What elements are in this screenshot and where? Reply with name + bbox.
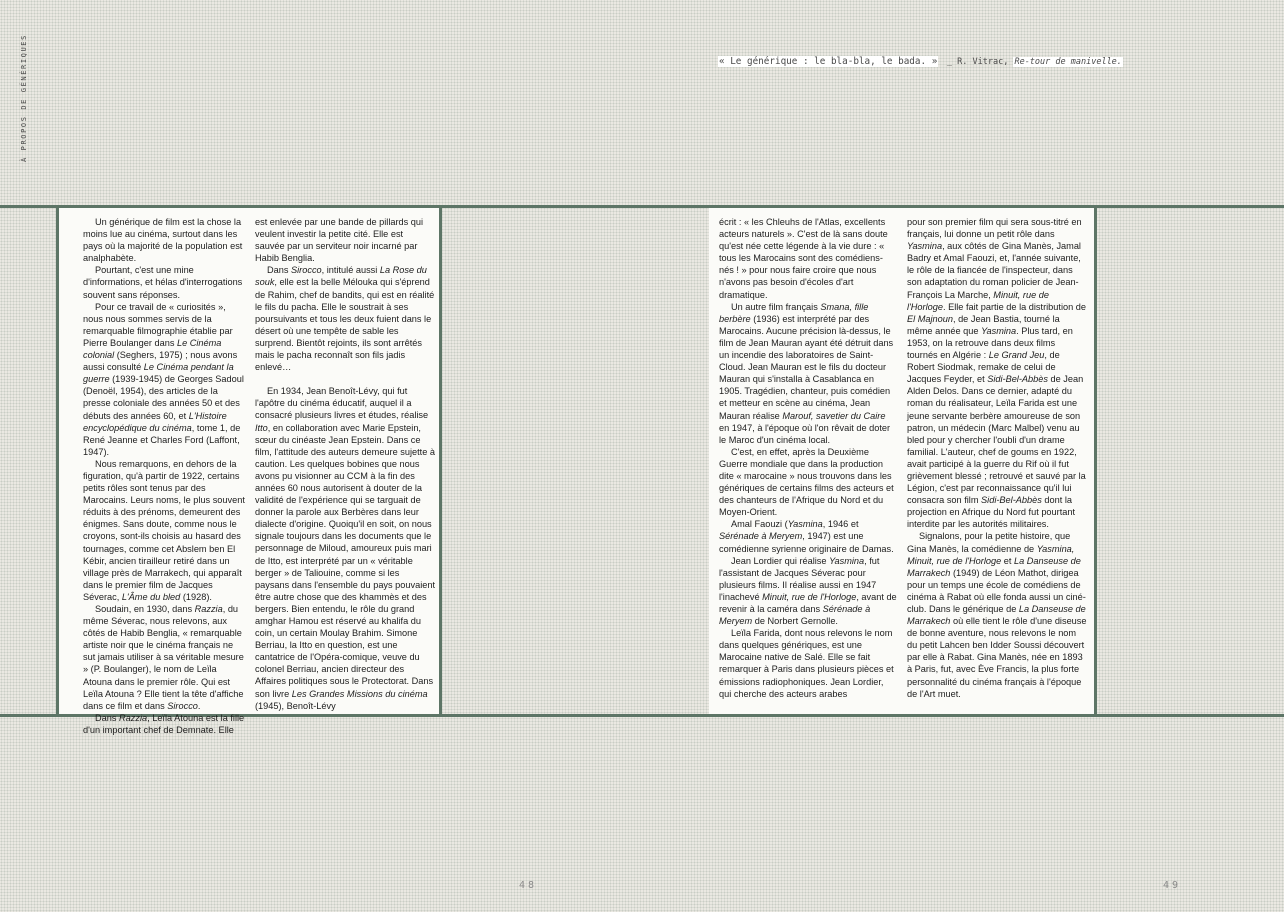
paragraph <box>907 530 1087 699</box>
right-page-column-1 <box>719 216 897 700</box>
epigraph <box>718 56 1122 67</box>
italic-title: Yasmina <box>907 241 943 252</box>
text-run: et <box>1001 555 1014 566</box>
paragraph <box>719 555 897 628</box>
paragraph <box>83 603 245 712</box>
text-run: . Elle fait partie de la distribution de <box>942 301 1086 312</box>
text-run: En 1934, Jean Benoît-Lévy, qui fut l'apôtre du cinéma éducatif, auquel il a consacré plusieurs livres et études, réalise <box>255 386 429 421</box>
italic-title: Yasmina <box>787 519 823 530</box>
italic-title: Yasmina, Minuit, rue de l'Horloge <box>907 543 1075 566</box>
text-run: (1939-1945) de Georges Sadoul (Denoël, 1954), des articles de la presse coloniale des années 50 et des débuts des années 60, et <box>83 374 244 421</box>
text-run: pour son premier film qui sera sous-titré en français, lui donne un petit rôle dans <box>907 217 1082 240</box>
paragraph <box>719 446 897 519</box>
italic-title: Minuit, rue de l'Horloge <box>762 591 857 602</box>
page-number-right: 49 <box>1163 880 1182 891</box>
paragraph <box>83 264 245 300</box>
italic-title: Sérénade à Meryem <box>719 604 871 627</box>
italic-title: Yasmina <box>981 325 1017 336</box>
italic-title: Sérénade à Meryem <box>719 531 803 542</box>
text-run: en 1947, à l'époque où l'on rêvait de doter le Maroc d'un cinéma local. <box>719 422 891 445</box>
text-run: , de Robert Siodmak, remake de celui de Jacques Feyder, et <box>907 350 1060 385</box>
italic-title: Le Cinéma pendant la guerre <box>83 362 234 385</box>
text-run: (Seghers, 1975) ; nous avons aussi consulté <box>83 350 238 373</box>
text-run: Dans <box>95 712 120 723</box>
paragraph <box>83 712 245 736</box>
italic-title: Itto <box>255 422 268 433</box>
text-run: , aux côtés de Gina Manès, Jamal Badry et Amal Faouzi, et, l'année suivante, le rôle de la fiancée de l'inspecteur, dans son adaptation du roman policier de Jean-François La Marche, <box>907 241 1081 300</box>
text-run: écrit : « les Chleuhs de l'Atlas, excellents acteurs naturels ». C'est de là sans doute qu'est née cette légende à la vie dure : « tous les Marocains sont des comédiens-nés ! » pour nous faire croire que nous n'avons pas besoin d'écoles d'art dramatique. <box>719 217 888 300</box>
text-run: Amal Faouzi ( <box>731 519 788 530</box>
text-run: , fut l'assistant de Jacques Séverac pour plusieurs films. Il réalise aussi en 1947 l'inachevé <box>719 555 880 602</box>
italic-title: Razzia <box>119 712 148 723</box>
paragraph <box>255 216 435 264</box>
italic-title: La Danseuse de Marrakech <box>907 604 1086 627</box>
italic-title: Sirocco <box>291 265 322 276</box>
right-page-text-panel <box>709 208 1097 714</box>
text-run: , du même Séverac, nous relevons, aux côtés de Habib Benglia, « remarquable artiste noir que le cinéma français ne sut jamais utiliser à sa véritable mesure » (P. Boulanger), le nom de Leïla Atouna dans le premier rôle. Qui est Leïla Atouna ? Elle tient la tête d'affiche dans ce film et dans <box>83 604 244 711</box>
text-run: (1936) est interprété par des Marocains. Aucune précision là-dessus, le film de Jean Mauran ayant été détruit dans un incendie des laboratoires de Saint-Cloud. Jean Mauran est le fils du docteur Mauran qui s'installa à Casablanca en 1905. Tragédien, chanteur, puis comédien et metteur en scène au cinéma, Jean Mauran réalise <box>719 313 894 421</box>
text-run: , 1947) est une comédienne syrienne originaire de Damas. <box>719 531 894 554</box>
text-run: . <box>197 700 201 711</box>
paragraph <box>83 301 245 458</box>
italic-title: Razzia <box>194 604 223 614</box>
paragraph <box>719 518 897 554</box>
italic-title: Le Cinéma colonial <box>83 337 222 361</box>
text-run: Pourtant, c'est une mine d'informations, et hélas d'interrogations souvent sans réponses. <box>83 265 243 300</box>
text-run: Leïla Farida, dont nous relevons le nom dans quelques génériques, est une Marocaine native de Salé. Elle se fait remarquer à Paris dans plusieurs pièces et émissions radiophoniques. Jean Lordier, qui cherche des acteurs arabes <box>719 628 894 699</box>
text-run: , intitulé aussi <box>321 265 380 276</box>
italic-title: L'Âme du bled <box>121 591 181 602</box>
italic-title: Sidi-Bel-Abbès <box>987 374 1048 385</box>
text-run: Jean Lordier qui réalise <box>731 555 830 566</box>
text-run: Nous remarquons, en dehors de la figuration, qu'à partir de 1922, certains petits rôles sont tenus par des Marocains. Leurs noms, le plus souvent réduits à des prénoms, demeurent des énigmes. Sans doute, comme nous le croyons, sont-ils choisis au hasard des tournages, comme cet Abslem ben El Kébir, ancien tirailleur retiré dans un village près de Marrakech, qui apparaît dans le premier film de Jacques Séverac, <box>83 458 245 602</box>
italic-title: La Danseuse de Marrakech <box>907 555 1081 578</box>
text-run: C'est, en effet, après la Deuxième Guerre mondiale que dans la production dite « marocaine » nous trouvons dans les génériques de certains films des acteurs et des chanteurs de l'Afrique du Nord et du Moyen-Orient. <box>719 446 894 518</box>
left-page-column-1 <box>83 216 245 736</box>
text-run: , Leïla Atouna est la fille d'un important chef de Demnate. Elle <box>83 712 245 735</box>
epigraph-quote: « Le générique : le bla-bla, le bada. » <box>719 56 938 67</box>
italic-title: La Rose du souk <box>255 265 427 288</box>
text-run: Dans <box>267 265 292 276</box>
right-page-column-2 <box>907 216 1087 700</box>
text-run: (1945), Benoît-Lévy <box>255 700 336 711</box>
text-run: où elle tient le rôle d'une diseuse de bonne aventure, nous relevons le nom du petit Lahcen ben Idder Soussi découvert par elle à Rabat. Gina Manès, née en 1893 à Paris, fut, avec Ève Francis, la plus forte personnalité du cinéma français à l'époque de l'Art muet. <box>907 616 1087 699</box>
running-header-text: À PROPOS DE GÉNÉRIQUES <box>20 34 28 162</box>
italic-title: L'Histoire encyclopédique du cinéma <box>83 410 227 433</box>
italic-title: Smana, fille berbère <box>719 301 869 324</box>
italic-title: El Majnoun <box>907 313 953 324</box>
italic-title: Le Grand Jeu <box>988 350 1045 361</box>
text-run: Un générique de film est la chose la moins lue au cinéma, surtout dans les pays où la majorité de la population est analphabète. <box>83 217 243 264</box>
italic-title: Yasmina <box>829 555 865 566</box>
text-run: de Jean Alden Delos. Dans ce dernier, adapté du roman du réalisateur, Leïla Farida est une jeune servante berbère amoureuse de son patron, un médecin (Marc Malbel) venu au bled pour y chercher l'oubli d'un drame familial. L'auteur, chef de goums en 1922, avait participé à la guerre du Rif où il fut grièvement blessé ; retrouvé et sauvé par la Légion, c'est par reconnaissance qu'il lui consacra son film <box>907 374 1086 506</box>
paragraph <box>83 216 245 264</box>
italic-title: Minuit, rue de l'Horloge <box>907 289 1049 312</box>
text-run: , tome 1, de René Jeanne et Charles Ford (Laffont, 1947). <box>83 422 241 457</box>
text-run: Pour ce travail de « curiosités », nous nous sommes servis de la remarquable filmographie établie par Pierre Boulanger dans <box>83 301 233 348</box>
paragraph <box>255 264 435 373</box>
text-run: est enlevée par une bande de pillards qui veulent investir la petite cité. Elle est sauvée par un serviteur noir incarné par Habib Benglia. <box>255 217 424 264</box>
text-run: Signalons, pour la petite histoire, que Gina Manès, la comédienne de <box>907 531 1071 554</box>
epigraph-work-title: Re-tour de manivelle. <box>1014 57 1122 67</box>
text-run: , en collaboration avec Marie Epstein, sœur du cinéaste Jean Epstein. Dans ce film, l'attitude des auteurs demeure sujette à caution. Les quelques bobines que nous avons pu visionner au CCM à la fin des années 60 nous autorisent à douter de la validité de l'expérience qui se targuait de donner la parole aux Berbères dans leur dialecte d'origine. Quoiqu'il en soit, on nous signale toujours dans les documents que le personnage de Miloud, amoureux puis mari de Itto, est interprété par un « véritable berger » de Taliouine, comme si les paysans dans l'ensemble du pays pouvaient être autre chose que des khammès et des bergers. Bien entendu, le rôle du grand amghar Hamou est réservé au khalifa du coin, un certain Moulay Brahim. Simone Berriau, la Itto en question, est une cantatrice de l'Opéra-comique, veuve du colonel Berriau, ancien directeur des Affaires politiques sous le Protectorat. Dans son livre <box>255 422 436 699</box>
italic-title: Les Grandes Missions du cinéma <box>291 688 428 699</box>
text-run: dont la projection en Afrique du Nord fut pourtant interdite par les autorités militaires. <box>907 495 1076 530</box>
text-run: , 1946 et <box>822 519 859 530</box>
italic-title: Sidi-Bel-Abbès <box>981 495 1042 506</box>
text-run: , de Jean Bastia, tourné la même année que <box>907 313 1060 336</box>
left-page-text-panel <box>56 208 442 735</box>
paragraph <box>719 216 897 301</box>
paragraph <box>83 458 245 603</box>
paragraph <box>255 385 435 712</box>
epigraph-author: _ R. Vitrac, <box>946 57 1009 67</box>
text-run: . Plus tard, en 1953, on la retrouve dans deux films tournés en Algérie : <box>907 325 1073 361</box>
paragraph <box>719 627 897 700</box>
epigraph-attribution <box>947 57 1123 67</box>
page-number-left: 48 <box>519 880 538 891</box>
text-run: , avant de revenir à la caméra dans <box>719 591 897 614</box>
paragraph <box>907 216 1087 530</box>
left-page-column-2 <box>255 216 435 712</box>
text-run: , elle est la belle Mélouka qui s'éprend de Rahim, chef de bandits, qui est en réalité le fils du pacha. Elle le soustrait à ses poursuivants et tous les deux fuient dans le désert où une tempête de sable les surprend. Bientôt rejoints, ils sont arrêtés mais le pacha reconnaît son fils jadis enlevé… <box>255 277 435 373</box>
text-run: (1949) de Léon Mathot, dirigea pour un temps une école de comédiens de cinéma à Rabat où elle fonda aussi un ciné-club. Dans le générique de <box>907 567 1086 614</box>
italic-title: Sirocco <box>167 700 198 711</box>
text-run: Soudain, en 1930, dans <box>95 604 195 614</box>
text-run: Un autre film français <box>731 301 821 312</box>
italic-title: Marouf, savetier du Caire <box>782 410 886 421</box>
paragraph <box>719 301 897 446</box>
running-header <box>16 34 34 162</box>
text-run: (1928). <box>180 591 212 602</box>
text-run: de Norbert Gernolle. <box>752 616 838 627</box>
